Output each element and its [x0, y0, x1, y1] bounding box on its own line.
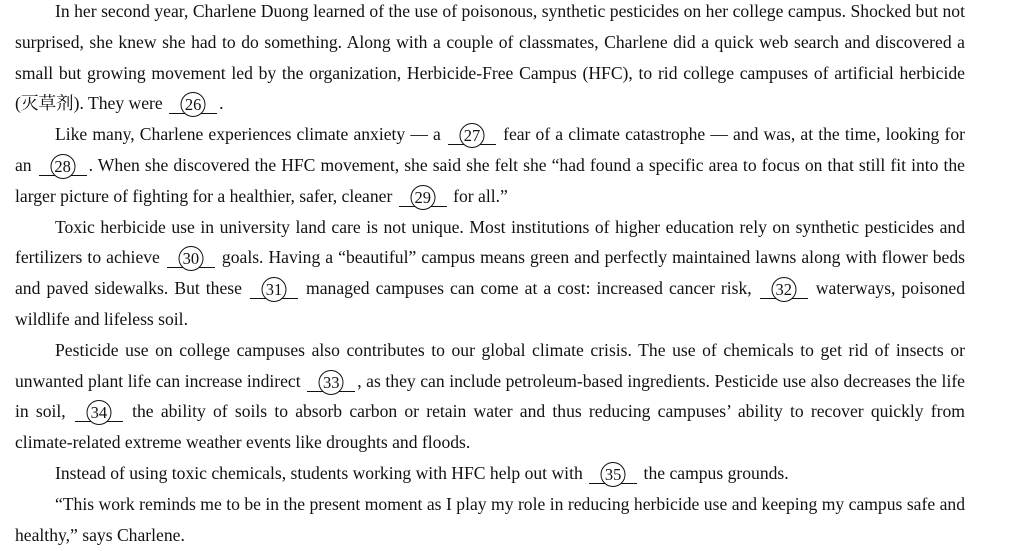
- paragraph-1: [15, 0, 965, 119]
- blank-number: 27: [459, 123, 484, 148]
- blank-31[interactable]: [250, 276, 298, 299]
- text-segment: In her second year, Charlene Duong learned of the use of poisonous, synthetic pesticides on her college campus. Shocked but not surprised, she knew she had to do something. Along with a couple of classmates, Charlene did a quick web search and discovered a small but growing movement led by the organization, Herbicide-Free Campus (HFC), to rid college campuses of artificial herbicide (灭草剂). They were: [15, 1, 965, 114]
- text-segment: the ability of soils to absorb carbon or retain water and thus reducing campuses’ ability to recover quickly from climate-related extreme weather events like droughts and floods.: [15, 401, 965, 453]
- blank-29[interactable]: [399, 184, 447, 207]
- blank-26[interactable]: [169, 91, 217, 114]
- text-segment: goals. Having a “beautiful” campus means green and perfectly maintained lawns along with flower beds and paved sidewalks. But these: [15, 247, 965, 299]
- blank-32[interactable]: [760, 276, 808, 299]
- blank-number: 26: [181, 92, 206, 117]
- text-segment: managed campuses can come at a cost: increased cancer risk,: [300, 278, 758, 299]
- blank-27[interactable]: [448, 122, 496, 145]
- blank-number: 34: [86, 400, 111, 425]
- text-segment: “This work reminds me to be in the present moment as I play my role in reducing herbicide use and keeping my campus safe and healthy,” says Charlene.: [15, 493, 965, 545]
- blank-number: 31: [262, 277, 287, 302]
- blank-number: 28: [50, 154, 75, 179]
- blank-30[interactable]: [167, 245, 215, 268]
- blank-number: 35: [601, 462, 626, 487]
- blank-28[interactable]: [39, 153, 87, 176]
- paragraph-2: [15, 119, 965, 211]
- paragraph-4: [15, 335, 965, 458]
- paragraph-3: [15, 212, 965, 335]
- text-segment: for all.”: [448, 185, 508, 206]
- blank-33[interactable]: [307, 369, 355, 392]
- blank-number: 29: [410, 185, 435, 210]
- paragraph-5: [15, 458, 965, 489]
- text-segment: . When she discovered the HFC movement, she said she felt she “had found a specific area to focus on that still fit into the larger picture of fighting for a healthier, safer, cleaner: [15, 154, 965, 206]
- text-segment: Instead of using toxic chemicals, students working with HFC help out with: [55, 462, 588, 483]
- blank-number: 30: [178, 246, 203, 271]
- blank-number: 32: [771, 277, 796, 302]
- text-segment: fear of a climate catastrophe — and was, at the time, looking for an: [15, 124, 965, 175]
- blank-number: 33: [319, 370, 344, 395]
- text-segment: , as they can include petroleum-based ingredients. Pesticide use also decreases the life in soil,: [15, 370, 965, 422]
- text-segment: Toxic herbicide use in university land care is not unique. Most institutions of higher education rely on synthetic pesticides and fertilizers to achieve: [15, 216, 965, 268]
- text-segment: waterways, poisoned wildlife and lifeless soil.: [15, 278, 966, 329]
- blank-35[interactable]: [589, 461, 637, 484]
- blank-34[interactable]: [75, 399, 123, 422]
- text-segment: .: [219, 93, 224, 114]
- paragraph-6: [15, 489, 965, 551]
- text-segment: the campus grounds.: [639, 462, 789, 483]
- text-segment: Like many, Charlene experiences climate anxiety — a: [55, 124, 446, 145]
- text-segment: Pesticide use on college campuses also contributes to our global climate crisis. The use of chemicals to get rid of insects or unwanted plant life can increase indirect: [15, 339, 965, 391]
